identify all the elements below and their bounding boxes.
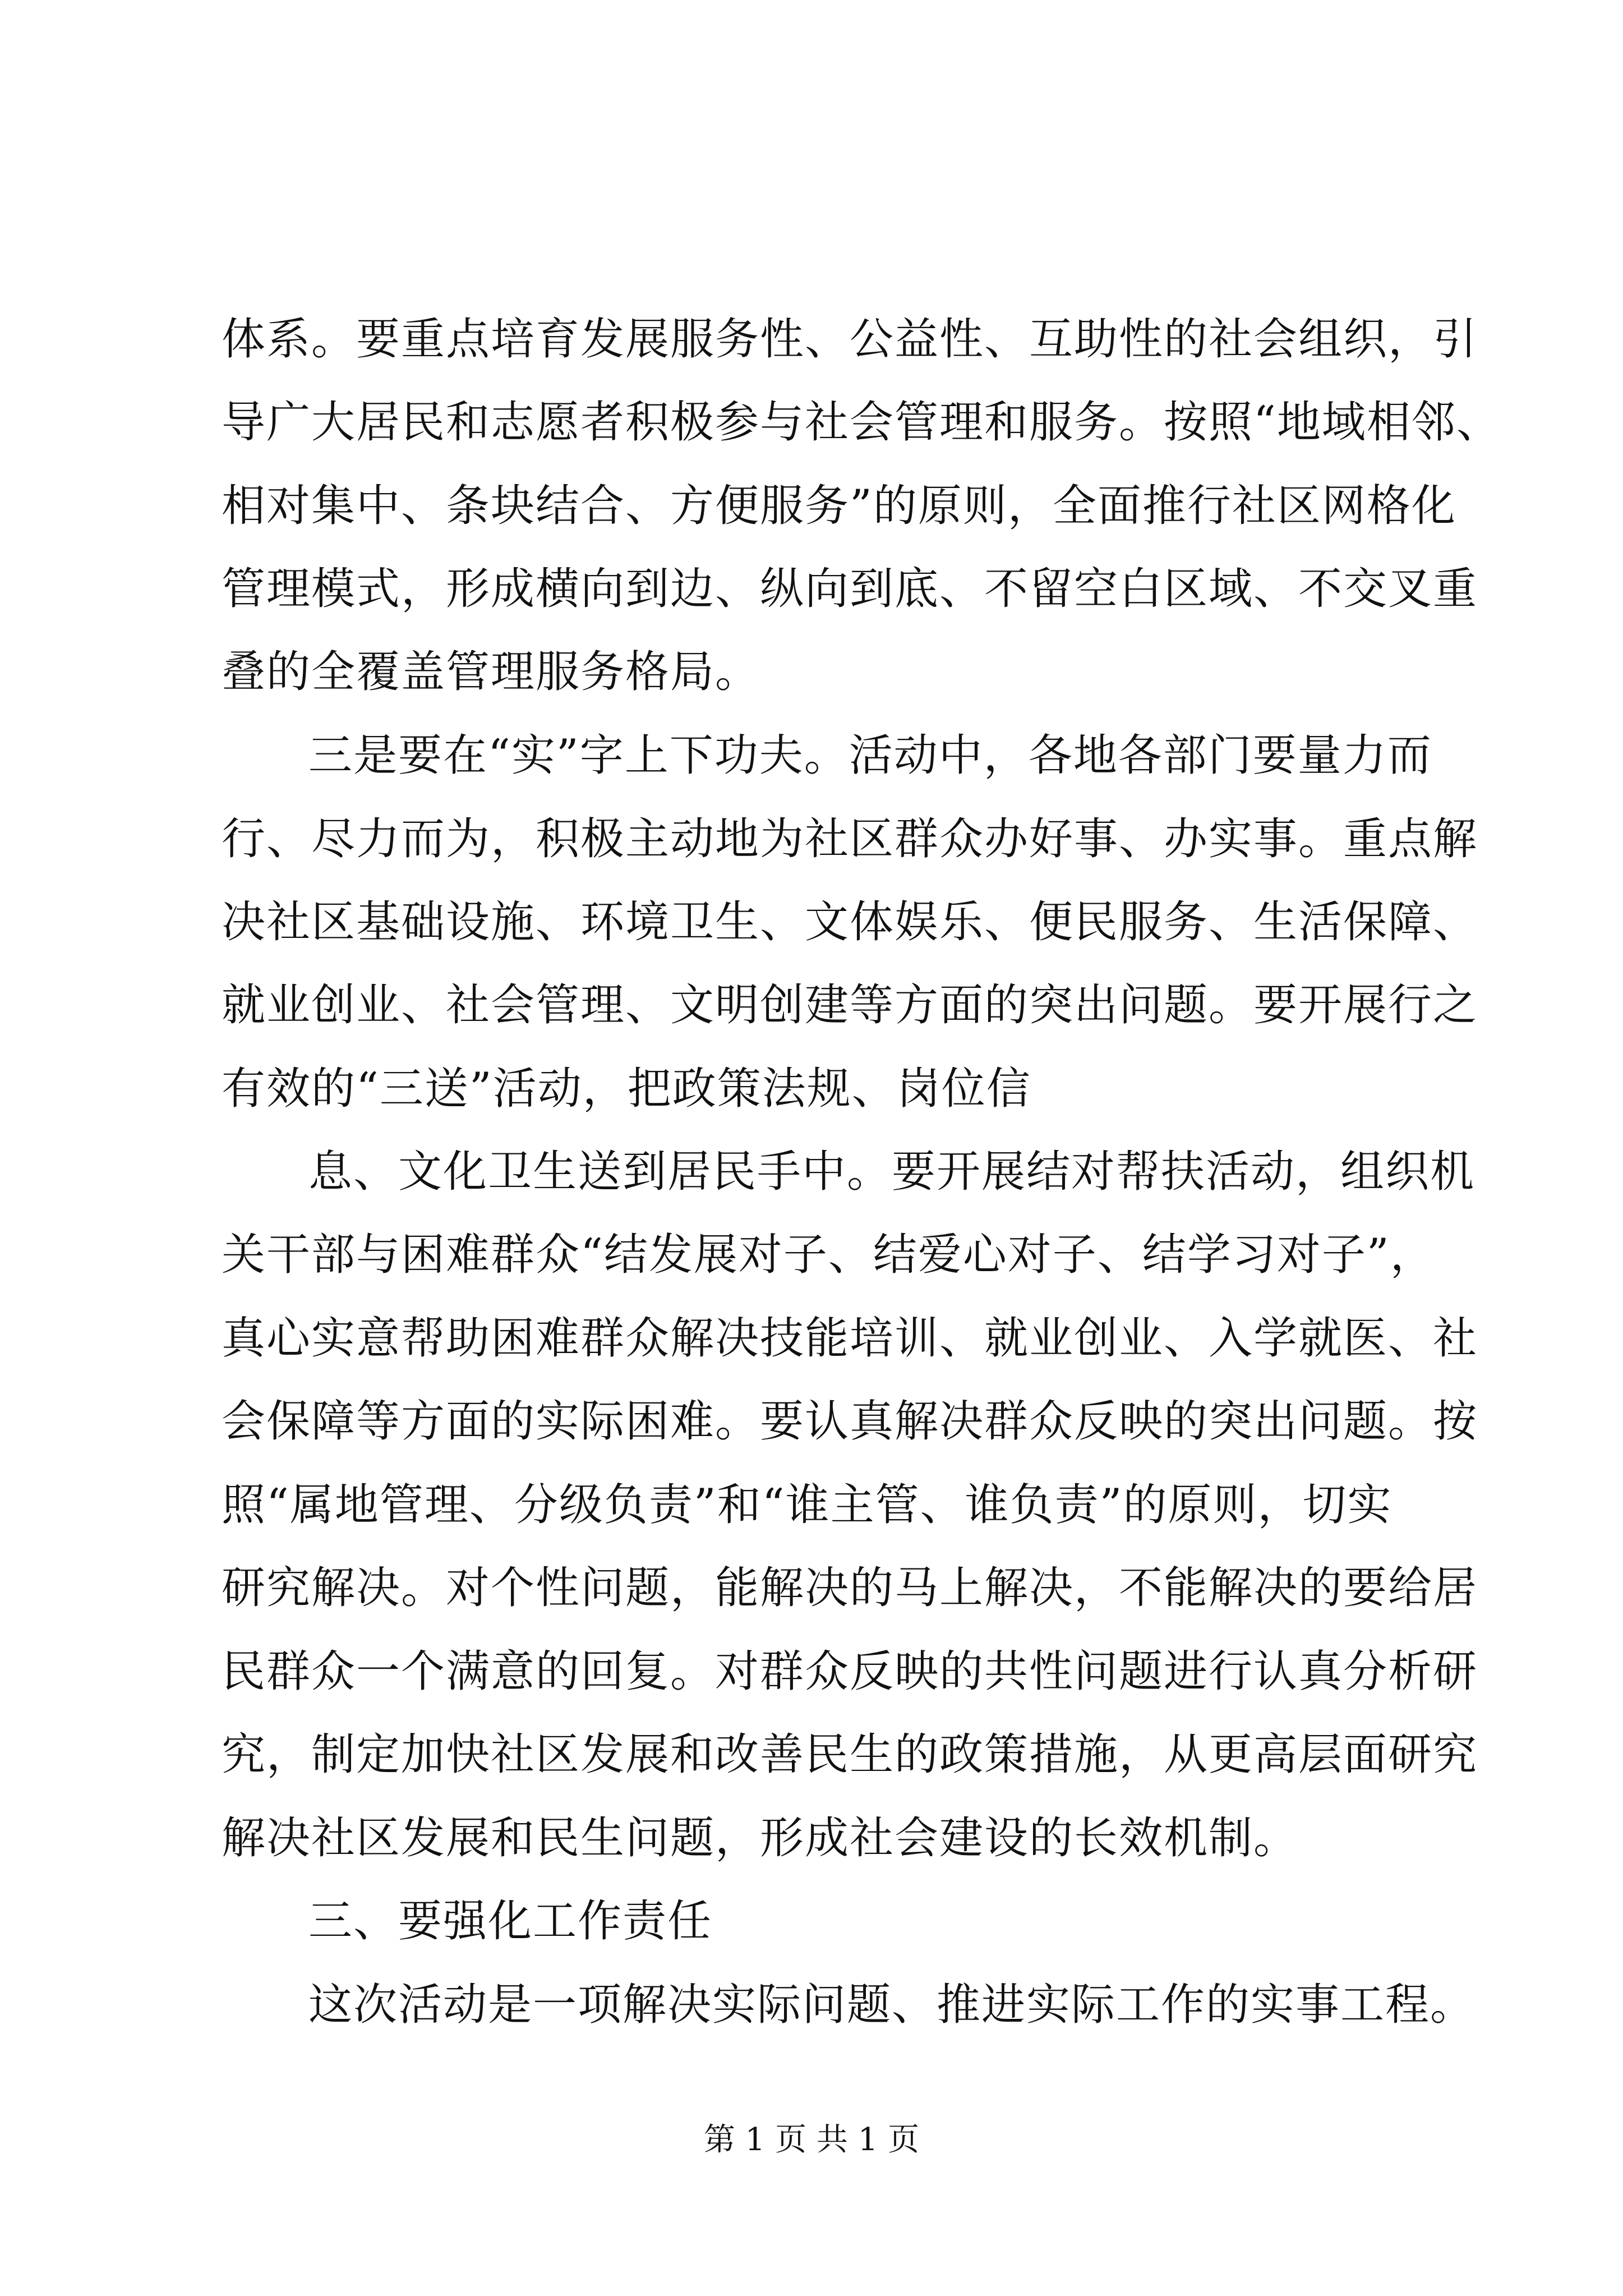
text-line: 就业创业、社会管理、文明创建等方面的突出问题。要开展行之	[222, 980, 1478, 1030]
text-line: 管理模式，形成横向到边、纵向到底、不留空白区域、不交叉重	[222, 564, 1478, 614]
text-line: 导广大居民和志愿者积极参与社会管理和服务。按照“地域相邻、	[222, 397, 1501, 448]
text-line: 研究解决。对个性问题，能解决的马上解决，不能解决的要给居	[222, 1563, 1478, 1613]
paragraph-first-line: 息、文化卫生送到居民手中。要开展结对帮扶活动，组织机	[308, 1147, 1476, 1197]
text-line: 有效的“三送”活动，把政策法规、岗位信	[222, 1064, 1031, 1114]
text-line: 相对集中、条块结合、方便服务”的原则，全面推行社区网格化	[222, 481, 1456, 531]
text-line: 会保障等方面的实际困难。要认真解决群众反映的突出问题。按	[222, 1396, 1478, 1447]
text-line: 民群众一个满意的回复。对群众反映的共性问题进行认真分析研	[222, 1646, 1478, 1697]
text-line: 决社区基础设施、环境卫生、文体娱乐、便民服务、生活保障、	[222, 897, 1478, 947]
section-heading: 三、要强化工作责任	[308, 1896, 713, 1947]
text-line: 究，制定加快社区发展和改善民生的政策措施，从更高层面研究	[222, 1729, 1478, 1780]
text-line: 行、尽力而为，积极主动地为社区群众办好事、办实事。重点解	[222, 814, 1478, 864]
paragraph-first-line: 这次活动是一项解决实际问题、推进实际工作的实事工程。	[308, 1980, 1476, 2030]
text-line: 照“属地管理、分级负责”和“谁主管、谁负责”的原则，切实	[222, 1480, 1393, 1530]
text-line: 关干部与困难群众“结发展对子、结爱心对子、结学习对子”，	[222, 1230, 1435, 1280]
paragraph-first-line: 三是要在“实”字上下功夫。活动中，各地各部门要量力而	[308, 730, 1432, 781]
page-footer: 第 1 页 共 1 页	[703, 2122, 920, 2158]
text-line: 叠的全覆盖管理服务格局。	[222, 647, 760, 697]
text-line: 真心实意帮助困难群众解决技能培训、就业创业、入学就医、社	[222, 1313, 1478, 1364]
text-line: 体系。要重点培育发展服务性、公益性、互助性的社会组织，引	[222, 314, 1478, 365]
text-line: 解决社区发展和民生问题，形成社会建设的长效机制。	[222, 1813, 1299, 1864]
